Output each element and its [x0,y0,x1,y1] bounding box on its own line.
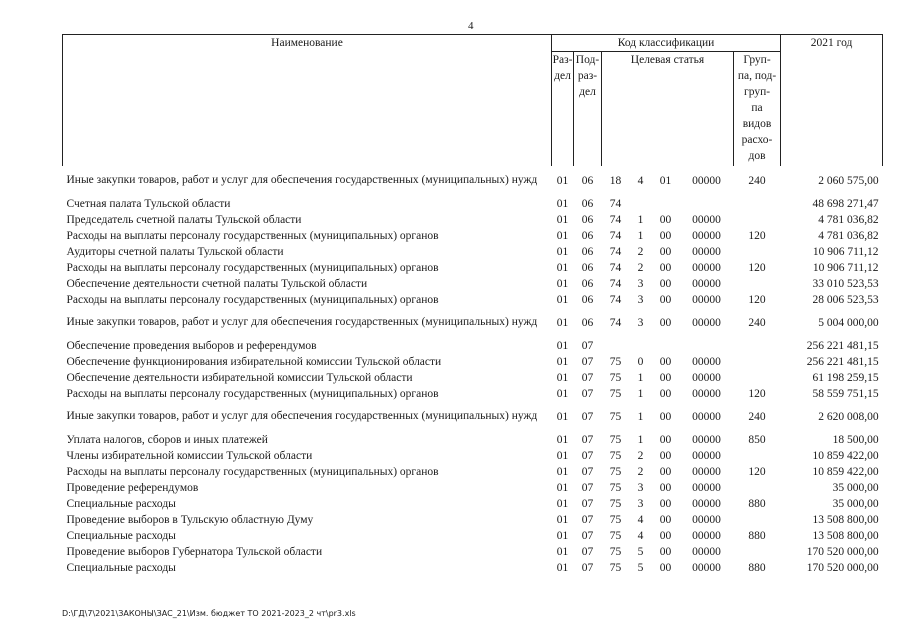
cell-p: 07 [581,529,594,542]
cell-r: 01 [556,339,569,352]
cell-name: Счетная палата Тульской области [66,197,231,210]
cell-t2 [630,196,652,212]
cell-amount: 10 906 711,12 [812,261,879,274]
cell-r: 01 [556,277,569,290]
cell-r: 01 [556,371,569,384]
cell-t3: 00 [659,465,672,478]
cell-name: Расходы на выплаты персоналу государственных (муниципальных) органов [66,261,439,274]
cell-t2: 1 [637,410,644,423]
cell-p: 07 [581,513,594,526]
cell-r: 01 [556,410,569,423]
cell-t4: 00000 [692,561,721,574]
cell-amount: 58 559 751,15 [812,387,879,400]
cell-t4: 00000 [692,293,721,306]
cell-t3: 00 [659,293,672,306]
cell-t3 [652,196,680,212]
cell-t1: 74 [609,277,622,290]
cell-g: 880 [748,561,766,574]
cell-amount: 4 781 036,82 [818,213,879,226]
cell-t4: 00000 [692,497,721,510]
cell-p: 07 [581,410,594,423]
budget-table [62,34,883,576]
cell-t4: 00000 [692,529,721,542]
cell-p: 06 [581,277,594,290]
header-group: Груп- па, под- груп- па видов расхо- дов [734,52,781,166]
table-header [63,35,883,166]
cell-g: 880 [748,497,766,510]
cell-g [734,212,781,228]
cell-amount: 13 508 800,00 [812,513,879,526]
cell-r: 01 [556,513,569,526]
header-target: Целевая статья [602,52,734,166]
table-row [63,212,883,228]
cell-t4: 00000 [692,355,721,368]
cell-r: 01 [556,449,569,462]
cell-amount: 10 859 422,00 [812,449,879,462]
cell-r: 01 [556,497,569,510]
cell-p: 07 [581,561,594,574]
cell-g [734,448,781,464]
cell-g: 240 [748,410,766,423]
cell-t1: 18 [609,174,622,187]
cell-t2: 2 [637,449,644,462]
cell-t1: 74 [609,229,622,242]
table-row [63,512,883,528]
cell-p: 06 [581,213,594,226]
cell-name: Аудиторы счетной палаты Тульской области [66,245,284,258]
cell-t1: 74 [609,316,622,329]
cell-t4: 00000 [692,261,721,274]
cell-g: 120 [748,261,766,274]
cell-p: 07 [581,545,594,558]
cell-t3: 00 [659,261,672,274]
cell-t3: 00 [659,433,672,446]
cell-p: 06 [581,245,594,258]
cell-name: Специальные расходы [66,561,176,574]
table-row [63,480,883,496]
cell-t4: 00000 [692,545,721,558]
cell-t2: 3 [637,293,644,306]
cell-t2: 5 [637,545,644,558]
header-podrazdel: Под- раз- дел [574,52,602,166]
table-row [63,402,883,432]
cell-g: 120 [748,229,766,242]
cell-amount: 256 221 481,15 [806,339,879,352]
table-row [63,560,883,576]
cell-t1: 75 [609,449,622,462]
cell-t1: 74 [609,245,622,258]
cell-g [734,512,781,528]
cell-t1 [602,338,630,354]
cell-t2: 1 [637,387,644,400]
cell-name: Уплата налогов, сборов и иных платежей [66,433,268,446]
cell-g: 240 [748,316,766,329]
cell-t3: 00 [659,449,672,462]
cell-t1: 75 [609,371,622,384]
cell-p: 06 [581,197,594,210]
cell-name: Обеспечение деятельности избирательной комиссии Тульской области [66,371,413,384]
cell-t1: 75 [609,497,622,510]
cell-name: Иные закупки товаров, работ и услуг для обеспечения государственных (муниципальных) нужд [66,316,538,328]
cell-t1: 75 [609,410,622,423]
cell-g [734,196,781,212]
cell-g: 850 [748,433,766,446]
cell-t1: 75 [609,481,622,494]
cell-name: Расходы на выплаты персоналу государственных (муниципальных) органов [66,293,439,306]
table-row [63,338,883,354]
table-row [63,354,883,370]
table-row [63,196,883,212]
table-row [63,528,883,544]
cell-p: 07 [581,449,594,462]
cell-t4: 00000 [692,245,721,258]
cell-r: 01 [556,213,569,226]
header-year: 2021 год [781,35,883,166]
cell-r: 01 [556,245,569,258]
cell-t3: 00 [659,213,672,226]
cell-p: 06 [581,316,594,329]
cell-t1: 75 [609,561,622,574]
cell-t3: 00 [659,529,672,542]
cell-g [734,370,781,386]
cell-amount: 10 859 422,00 [812,465,879,478]
cell-amount: 35 000,00 [832,497,879,510]
table-row [63,464,883,480]
cell-t2: 2 [637,245,644,258]
cell-name: Иные закупки товаров, работ и услуг для обеспечения государственных (муниципальных) нужд [66,410,538,422]
cell-r: 01 [556,561,569,574]
cell-amount: 18 500,00 [832,433,879,446]
cell-g: 120 [748,387,766,400]
cell-t2: 4 [637,529,644,542]
cell-r: 01 [556,433,569,446]
cell-t4: 00000 [692,481,721,494]
table-row [63,370,883,386]
cell-t2: 4 [637,513,644,526]
cell-t3: 01 [659,174,672,187]
cell-amount: 5 004 000,00 [818,316,879,329]
table-row [63,386,883,402]
cell-amount: 13 508 800,00 [812,529,879,542]
cell-r: 01 [556,481,569,494]
cell-t2: 0 [637,355,644,368]
table-body [63,166,883,576]
cell-p: 07 [581,339,594,352]
cell-g [734,480,781,496]
cell-t1: 75 [609,513,622,526]
cell-amount: 170 520 000,00 [806,545,879,558]
cell-g: 880 [748,529,766,542]
cell-name: Проведение выборов в Тульскую областную Думу [66,513,314,526]
cell-p: 06 [581,261,594,274]
cell-p: 07 [581,481,594,494]
cell-t2: 3 [637,316,644,329]
cell-g [734,276,781,292]
header-code: Код классификации [552,35,781,52]
cell-r: 01 [556,261,569,274]
cell-name: Расходы на выплаты персоналу государственных (муниципальных) органов [66,387,439,400]
cell-p: 07 [581,371,594,384]
cell-p: 07 [581,465,594,478]
cell-r: 01 [556,293,569,306]
cell-t4: 00000 [692,387,721,400]
cell-t3 [652,338,680,354]
cell-t2: 4 [637,174,644,187]
cell-t1: 74 [609,197,622,210]
cell-g: 240 [748,174,766,187]
cell-name: Специальные расходы [66,529,176,542]
cell-t1: 74 [609,293,622,306]
cell-t2: 1 [637,433,644,446]
cell-t4: 00000 [692,449,721,462]
cell-t4 [680,196,734,212]
cell-t4: 00000 [692,229,721,242]
cell-r: 01 [556,229,569,242]
cell-t3: 00 [659,371,672,384]
cell-r: 01 [556,355,569,368]
cell-t3: 00 [659,316,672,329]
cell-name: Проведение выборов Губернатора Тульской области [66,545,323,558]
cell-t3: 00 [659,561,672,574]
cell-t3: 00 [659,245,672,258]
cell-t2: 1 [637,213,644,226]
cell-amount: 61 198 259,15 [812,371,879,384]
cell-t2: 2 [637,465,644,478]
cell-name: Специальные расходы [66,497,176,510]
cell-r: 01 [556,545,569,558]
header-name: Наименование [63,35,552,166]
cell-name: Председатель счетной палаты Тульской области [66,213,302,226]
cell-t3: 00 [659,387,672,400]
cell-p: 07 [581,355,594,368]
cell-t1: 75 [609,433,622,446]
cell-t3: 00 [659,277,672,290]
cell-name: Обеспечение деятельности счетной палаты Тульской области [66,277,368,290]
cell-amount: 2 620 008,00 [818,410,879,423]
cell-g: 120 [748,293,766,306]
cell-t1: 74 [609,213,622,226]
cell-r: 01 [556,197,569,210]
table-row [63,244,883,260]
cell-t2: 3 [637,481,644,494]
cell-amount: 48 698 271,47 [812,197,879,210]
cell-t1: 75 [609,545,622,558]
cell-t1: 75 [609,355,622,368]
cell-p: 07 [581,497,594,510]
table-row [63,432,883,448]
cell-p: 07 [581,387,594,400]
cell-t3: 00 [659,229,672,242]
cell-p: 07 [581,433,594,446]
cell-amount: 170 520 000,00 [806,561,879,574]
cell-name: Расходы на выплаты персоналу государственных (муниципальных) органов [66,465,439,478]
cell-g: 120 [748,465,766,478]
table-row [63,166,883,196]
cell-p: 06 [581,229,594,242]
table-row [63,228,883,244]
cell-t4: 00000 [692,277,721,290]
table-row [63,544,883,560]
cell-g [734,244,781,260]
cell-amount: 2 060 575,00 [818,174,879,187]
cell-t4 [680,338,734,354]
cell-t1: 75 [609,465,622,478]
cell-t4: 00000 [692,513,721,526]
cell-t4: 00000 [692,410,721,423]
cell-t4: 00000 [692,174,721,187]
cell-g [734,338,781,354]
cell-t2: 3 [637,277,644,290]
cell-p: 06 [581,293,594,306]
cell-r: 01 [556,529,569,542]
cell-r: 01 [556,316,569,329]
cell-g [734,354,781,370]
cell-t2: 3 [637,497,644,510]
cell-name: Обеспечение проведения выборов и референдумов [66,339,317,352]
cell-amount: 28 006 523,53 [812,293,879,306]
cell-r: 01 [556,174,569,187]
cell-t4: 00000 [692,213,721,226]
cell-amount: 256 221 481,15 [806,355,879,368]
cell-name: Члены избирательной комиссии Тульской области [66,449,313,462]
cell-t4: 00000 [692,433,721,446]
cell-t2: 1 [637,371,644,384]
cell-amount: 4 781 036,82 [818,229,879,242]
cell-name: Иные закупки товаров, работ и услуг для обеспечения государственных (муниципальных) нужд [66,174,538,186]
cell-g [734,544,781,560]
cell-amount: 33 010 523,53 [812,277,879,290]
cell-t2: 5 [637,561,644,574]
cell-t3: 00 [659,410,672,423]
cell-amount: 10 906 711,12 [812,245,879,258]
cell-t3: 00 [659,497,672,510]
cell-t3: 00 [659,481,672,494]
cell-t3: 00 [659,355,672,368]
cell-t3: 00 [659,513,672,526]
table-row [63,496,883,512]
cell-t2: 1 [637,229,644,242]
cell-name: Обеспечение функционирования избирательной комиссии Тульской области [66,355,442,368]
cell-name: Проведение референдумов [66,481,199,494]
cell-t4: 00000 [692,316,721,329]
cell-t4: 00000 [692,371,721,384]
cell-t1: 74 [609,261,622,274]
cell-t2 [630,338,652,354]
cell-t4: 00000 [692,465,721,478]
cell-r: 01 [556,465,569,478]
cell-amount: 35 000,00 [832,481,879,494]
cell-t2: 2 [637,261,644,274]
cell-t1: 75 [609,387,622,400]
table-row [63,292,883,308]
file-path-footer: D:\ГД\7\2021\ЗАКОНЫ\ЗАС_21\Изм. бюджет ТО 2021-2023_2 чт\pr3.xls [62,609,356,618]
table-row [63,260,883,276]
cell-r: 01 [556,387,569,400]
table-row [63,448,883,464]
table-row [63,308,883,338]
header-razdel: Раз- дел [552,52,574,166]
cell-p: 06 [581,174,594,187]
cell-t1: 75 [609,529,622,542]
table-row [63,276,883,292]
page-number: 4 [468,20,474,32]
cell-t3: 00 [659,545,672,558]
cell-name: Расходы на выплаты персоналу государственных (муниципальных) органов [66,229,439,242]
